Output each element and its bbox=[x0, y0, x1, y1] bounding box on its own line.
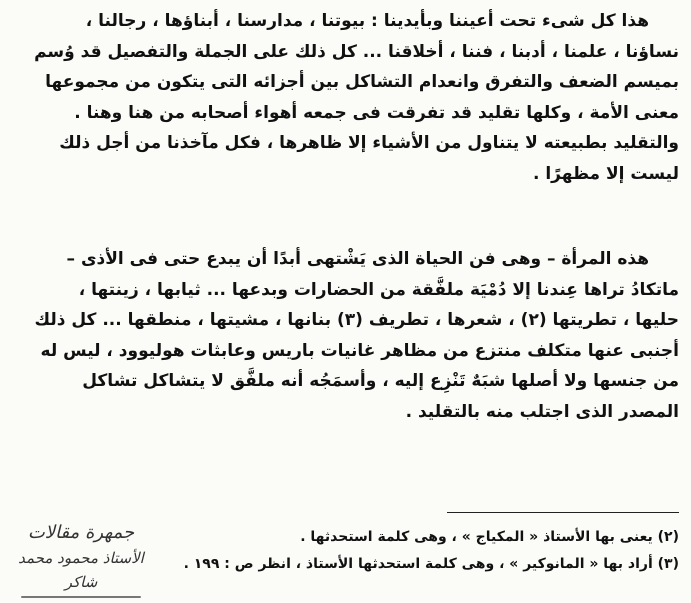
text-line: المصدر الذى اجتلب منه بالتقليد . bbox=[405, 401, 679, 422]
footnote-divider bbox=[447, 512, 679, 513]
calligraphy-logo bbox=[6, 520, 156, 592]
text-line: بميسم الضعف والتفرق وانعدام التشاكل بين أجزائه التى يتكون من مجموعها bbox=[45, 72, 679, 92]
logo-title: جمهرة مقالات bbox=[27, 522, 135, 543]
text-line: معنى الأمة ، وكلها تقليد قد تفرقت فى جمعه أهواء أصحابه من هنا وهنا . bbox=[74, 102, 679, 123]
footnotes bbox=[159, 524, 679, 578]
paragraph-1 bbox=[12, 6, 679, 189]
paragraph-2 bbox=[12, 244, 679, 427]
text-line: هذا كل شىء تحت أعيننا وبأيدينا : بيوتنا ، مدارسنا ، أبناؤها ، رجالنا ، bbox=[85, 11, 649, 31]
text-line: نساؤنا ، علمنا ، أدبنا ، فننا ، أخلاقنا ... كل ذلك على الجملة والتفصيل قد وُسم bbox=[34, 41, 679, 62]
text-line: هذه المرأة – وهى فن الحياة الذى يَشْتهى أبدًا أن يبدع حتى فى الأذى – bbox=[66, 249, 649, 269]
text-line: والتقليد بطبيعته لا يتناول من الأشياء إلا ظاهرها ، فكل مآخذنا من أجل ذلك bbox=[59, 133, 679, 153]
text-line: ماتكادُ تراها عِندنا إلا دُمْيَة ملفَّقة من الحضارات وبدعها ... ثيابها ، زينتها ، bbox=[78, 279, 679, 300]
text-line: أجنبى عنها متكلف منتزع من مظاهر غانيات باريس وعابثات هوليوود ، ليس له bbox=[40, 340, 679, 361]
footnote-3: (٣) أراد بها « المانوكير » ، وهى كلمة استحدثها الأستاذ ، انظر ص : ١٩٩ . bbox=[183, 556, 679, 572]
footnote-2: (٢) يعنى بها الأستاذ « المكياج » ، وهى كلمة استحدثها . bbox=[300, 529, 679, 545]
logo-author: الأستاذ محمود محمد شاكر bbox=[18, 549, 144, 591]
logo-flourish bbox=[21, 596, 141, 598]
text-line: من جنسها ولا أصلها شبَهٌ تَنْزِع إليه ، وأسمَجُه أنه ملفَّق لا يتشاكل تشاكل bbox=[82, 371, 679, 391]
text-line: ليست إلا مظهرًا . bbox=[532, 163, 679, 184]
text-line: حليها ، تطريتها (٢) ، شعرها ، تطريف (٣) بنانها ، مشيتها ، منطقها ... كل ذلك bbox=[34, 310, 679, 330]
